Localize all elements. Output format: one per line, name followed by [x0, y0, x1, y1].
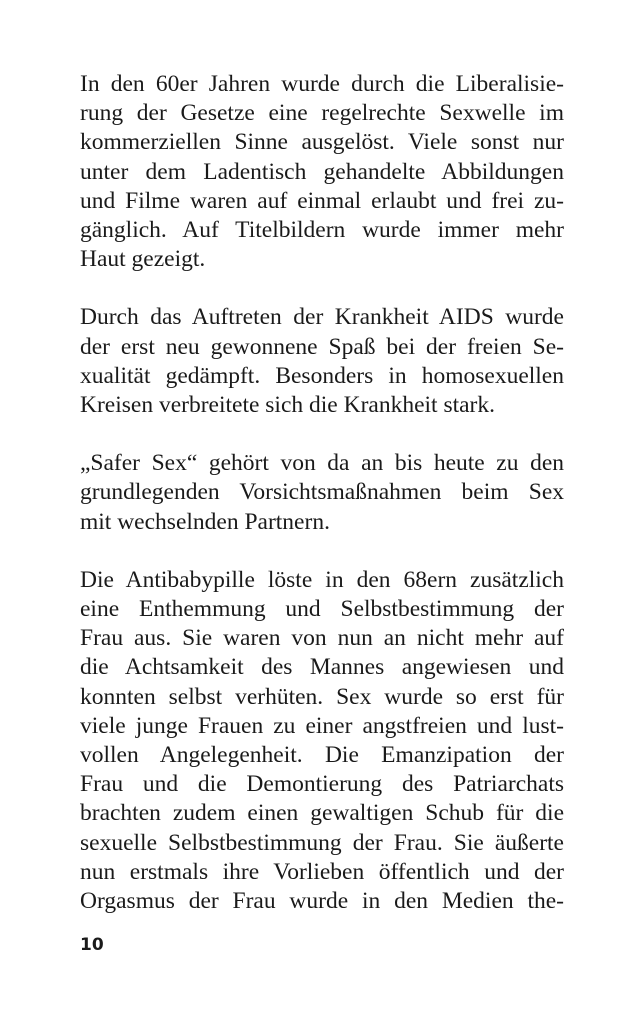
text-line: kommerziellen Sinne ausgelöst. Viele sonst nur	[80, 129, 564, 156]
text-line: eine Enthemmung und Selbstbestimmung der	[80, 596, 564, 623]
text-line: mit wechselnden Partnern.	[80, 508, 330, 535]
text-line: In den 60er Jahren wurde durch die Liberalisie-	[80, 71, 564, 97]
text-line: Kreisen verbreitete sich die Krankheit stark.	[80, 392, 496, 419]
text-line: Haut gezeigt.	[80, 246, 206, 273]
text-line: konnten selbst verhüten. Sex wurde so erst für	[80, 683, 564, 710]
text-line: unter dem Ladentisch gehandelte Abbildungen	[80, 158, 564, 185]
text-line: der erst neu gewonnene Spaß bei der freien Se-	[80, 333, 564, 360]
text-line: rung der Gesetze eine regelrechte Sexwelle im	[80, 100, 564, 127]
paragraph-liberalisierung	[80, 70, 564, 274]
text-line: Frau und die Demontierung des Patriarchats	[80, 771, 564, 798]
page-number: 10	[80, 935, 104, 955]
text-line: gänglich. Auf Titelbildern wurde immer mehr	[80, 217, 564, 244]
text-line: viele junge Frauen zu einer angstfreien und lust-	[80, 712, 564, 739]
paragraph-safer-sex	[80, 449, 564, 537]
text-line: grundlegenden Vorsichtsmaßnahmen beim Sex	[80, 479, 564, 506]
paragraph-antibabypille	[80, 566, 564, 916]
body-text	[80, 70, 564, 945]
text-line: sexuelle Selbstbestimmung der Frau. Sie äußerte	[80, 829, 564, 856]
text-line: Orgasmus der Frau wurde in den Medien the-	[80, 888, 564, 915]
text-line: Frau aus. Sie waren von nun an nicht mehr auf	[80, 625, 564, 652]
paragraph-aids	[80, 303, 564, 420]
text-line: „Safer Sex“ gehört von da an bis heute zu den	[80, 450, 564, 477]
text-line: nun erstmals ihre Vorlieben öffentlich und der	[80, 858, 564, 885]
text-line: brachten zudem einen gewaltigen Schub für die	[80, 800, 564, 827]
text-line: vollen Angelegenheit. Die Emanzipation der	[80, 742, 564, 769]
text-line: Durch das Auftreten der Krankheit AIDS wurde	[80, 304, 564, 331]
text-line: und Filme waren auf einmal erlaubt und frei zu-	[80, 187, 564, 214]
text-line: xualität gedämpft. Besonders in homosexuellen	[80, 362, 564, 389]
text-line: Die Antibabypille löste in den 68ern zusätzlich	[80, 566, 564, 593]
text-line: die Achtsamkeit des Mannes angewiesen und	[80, 654, 564, 681]
